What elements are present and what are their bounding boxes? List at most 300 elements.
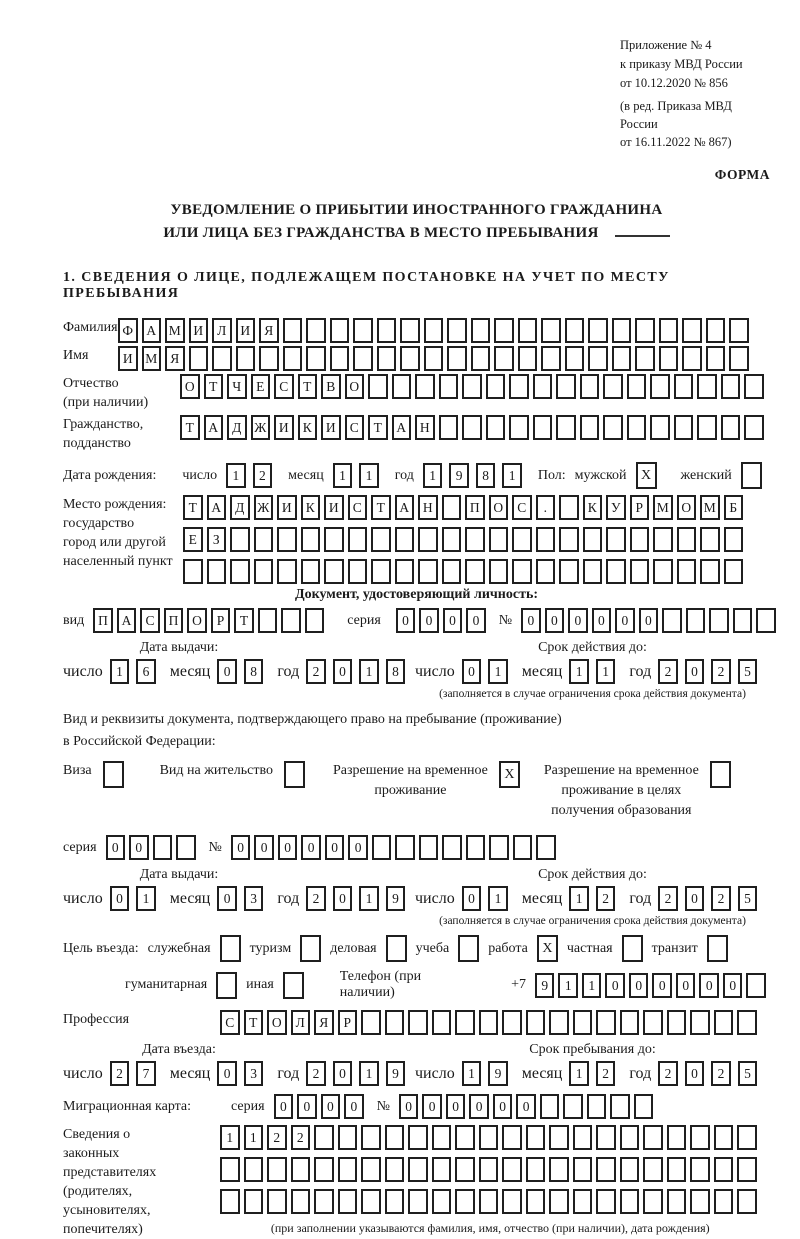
form-cell[interactable] bbox=[526, 1157, 546, 1182]
form-cell[interactable] bbox=[361, 1010, 381, 1035]
form-cell[interactable] bbox=[659, 346, 679, 371]
form-cell[interactable]: Т bbox=[371, 495, 391, 520]
visa-checkbox[interactable] bbox=[103, 761, 124, 788]
form-cell[interactable] bbox=[408, 1125, 428, 1150]
form-cell[interactable]: О bbox=[267, 1010, 287, 1035]
form-cell[interactable] bbox=[489, 559, 509, 584]
form-cell[interactable] bbox=[212, 346, 232, 371]
form-cell[interactable] bbox=[330, 318, 350, 343]
form-cell[interactable]: 0 bbox=[462, 659, 482, 684]
form-cell[interactable]: Т bbox=[183, 495, 203, 520]
form-cell[interactable] bbox=[709, 608, 729, 633]
form-cell[interactable] bbox=[643, 1157, 663, 1182]
form-cell[interactable] bbox=[674, 415, 694, 440]
form-cell[interactable]: 1 bbox=[582, 973, 602, 998]
form-cell[interactable] bbox=[455, 1010, 475, 1035]
form-cell[interactable]: 2 bbox=[267, 1125, 287, 1150]
form-cell[interactable]: 0 bbox=[685, 659, 705, 684]
form-cell[interactable] bbox=[432, 1157, 452, 1182]
form-cell[interactable] bbox=[479, 1189, 499, 1214]
form-cell[interactable]: 2 bbox=[658, 1061, 678, 1086]
form-cell[interactable]: П bbox=[93, 608, 113, 633]
form-cell[interactable] bbox=[729, 346, 749, 371]
form-cell[interactable] bbox=[424, 346, 444, 371]
form-cell[interactable]: Р bbox=[338, 1010, 358, 1035]
form-cell[interactable]: 9 bbox=[449, 463, 469, 488]
form-cell[interactable] bbox=[620, 1189, 640, 1214]
form-cell[interactable] bbox=[455, 1157, 475, 1182]
form-cell[interactable] bbox=[385, 1189, 405, 1214]
form-cell[interactable]: 1 bbox=[110, 659, 130, 684]
form-cell[interactable]: 1 bbox=[220, 1125, 240, 1150]
form-cell[interactable] bbox=[588, 346, 608, 371]
form-cell[interactable]: 6 bbox=[136, 659, 156, 684]
form-cell[interactable]: 8 bbox=[386, 659, 406, 684]
form-cell[interactable]: С bbox=[512, 495, 532, 520]
form-cell[interactable]: 1 bbox=[359, 886, 379, 911]
form-cell[interactable]: 0 bbox=[615, 608, 635, 633]
form-cell[interactable] bbox=[502, 1125, 522, 1150]
form-cell[interactable] bbox=[220, 1189, 240, 1214]
form-cell[interactable] bbox=[338, 1189, 358, 1214]
form-cell[interactable] bbox=[432, 1010, 452, 1035]
form-cell[interactable]: И bbox=[118, 346, 138, 371]
form-cell[interactable]: 1 bbox=[244, 1125, 264, 1150]
form-cell[interactable] bbox=[682, 318, 702, 343]
form-cell[interactable] bbox=[489, 835, 509, 860]
form-cell[interactable]: И bbox=[324, 495, 344, 520]
form-cell[interactable]: 1 bbox=[226, 463, 246, 488]
form-cell[interactable] bbox=[620, 1125, 640, 1150]
form-cell[interactable]: О bbox=[677, 495, 697, 520]
form-cell[interactable]: 0 bbox=[521, 608, 541, 633]
form-cell[interactable]: 0 bbox=[396, 608, 416, 633]
form-cell[interactable] bbox=[721, 374, 741, 399]
form-cell[interactable] bbox=[667, 1010, 687, 1035]
form-cell[interactable]: Т bbox=[204, 374, 224, 399]
form-cell[interactable] bbox=[400, 346, 420, 371]
form-cell[interactable] bbox=[361, 1157, 381, 1182]
form-cell[interactable]: 0 bbox=[301, 835, 321, 860]
form-cell[interactable] bbox=[415, 374, 435, 399]
form-cell[interactable] bbox=[559, 527, 579, 552]
form-cell[interactable] bbox=[549, 1125, 569, 1150]
form-cell[interactable] bbox=[442, 495, 462, 520]
form-cell[interactable]: 0 bbox=[217, 886, 237, 911]
form-cell[interactable] bbox=[526, 1125, 546, 1150]
form-cell[interactable] bbox=[583, 559, 603, 584]
purpose-study-checkbox[interactable] bbox=[458, 935, 479, 962]
form-cell[interactable]: 2 bbox=[291, 1125, 311, 1150]
form-cell[interactable] bbox=[244, 1189, 264, 1214]
form-cell[interactable] bbox=[442, 835, 462, 860]
form-cell[interactable] bbox=[620, 1010, 640, 1035]
form-cell[interactable]: 1 bbox=[359, 1061, 379, 1086]
form-cell[interactable] bbox=[714, 1010, 734, 1035]
form-cell[interactable]: З bbox=[207, 527, 227, 552]
temp-residence-checkbox[interactable]: X bbox=[499, 761, 520, 788]
form-cell[interactable]: 0 bbox=[217, 659, 237, 684]
form-cell[interactable] bbox=[395, 527, 415, 552]
form-cell[interactable] bbox=[432, 1125, 452, 1150]
form-cell[interactable]: 7 bbox=[136, 1061, 156, 1086]
form-cell[interactable] bbox=[291, 1189, 311, 1214]
form-cell[interactable] bbox=[471, 346, 491, 371]
form-cell[interactable]: С bbox=[274, 374, 294, 399]
form-cell[interactable]: 1 bbox=[488, 886, 508, 911]
form-cell[interactable]: М bbox=[165, 318, 185, 343]
form-cell[interactable]: 0 bbox=[321, 1094, 341, 1119]
form-cell[interactable] bbox=[667, 1189, 687, 1214]
form-cell[interactable]: 0 bbox=[639, 608, 659, 633]
form-cell[interactable]: И bbox=[189, 318, 209, 343]
form-cell[interactable] bbox=[512, 527, 532, 552]
purpose-work-checkbox[interactable]: X bbox=[537, 935, 558, 962]
form-cell[interactable] bbox=[385, 1157, 405, 1182]
form-cell[interactable]: 0 bbox=[333, 659, 353, 684]
form-cell[interactable] bbox=[502, 1010, 522, 1035]
form-cell[interactable] bbox=[721, 415, 741, 440]
form-cell[interactable] bbox=[674, 374, 694, 399]
form-cell[interactable] bbox=[724, 527, 744, 552]
form-cell[interactable] bbox=[573, 1125, 593, 1150]
form-cell[interactable] bbox=[573, 1189, 593, 1214]
form-cell[interactable] bbox=[744, 374, 764, 399]
form-cell[interactable] bbox=[348, 559, 368, 584]
form-cell[interactable] bbox=[650, 374, 670, 399]
form-cell[interactable] bbox=[462, 415, 482, 440]
form-cell[interactable]: . bbox=[536, 495, 556, 520]
form-cell[interactable]: У bbox=[606, 495, 626, 520]
form-cell[interactable]: Ж bbox=[254, 495, 274, 520]
purpose-official-checkbox[interactable] bbox=[220, 935, 241, 962]
form-cell[interactable]: И bbox=[277, 495, 297, 520]
form-cell[interactable] bbox=[533, 374, 553, 399]
form-cell[interactable]: О bbox=[187, 608, 207, 633]
form-cell[interactable] bbox=[230, 527, 250, 552]
form-cell[interactable] bbox=[494, 346, 514, 371]
form-cell[interactable] bbox=[541, 346, 561, 371]
form-cell[interactable]: 9 bbox=[386, 886, 406, 911]
form-cell[interactable]: 0 bbox=[297, 1094, 317, 1119]
form-cell[interactable] bbox=[447, 318, 467, 343]
form-cell[interactable] bbox=[281, 608, 301, 633]
form-cell[interactable]: Б bbox=[724, 495, 744, 520]
form-cell[interactable]: 0 bbox=[348, 835, 368, 860]
form-cell[interactable] bbox=[314, 1157, 334, 1182]
form-cell[interactable] bbox=[348, 527, 368, 552]
form-cell[interactable]: 0 bbox=[629, 973, 649, 998]
form-cell[interactable]: 0 bbox=[446, 1094, 466, 1119]
form-cell[interactable] bbox=[486, 415, 506, 440]
form-cell[interactable] bbox=[442, 559, 462, 584]
form-cell[interactable]: 1 bbox=[333, 463, 353, 488]
form-cell[interactable]: К bbox=[583, 495, 603, 520]
form-cell[interactable] bbox=[573, 1010, 593, 1035]
form-cell[interactable] bbox=[479, 1010, 499, 1035]
form-cell[interactable] bbox=[536, 527, 556, 552]
form-cell[interactable] bbox=[737, 1010, 757, 1035]
form-cell[interactable] bbox=[259, 346, 279, 371]
form-cell[interactable] bbox=[267, 1157, 287, 1182]
form-cell[interactable]: 0 bbox=[422, 1094, 442, 1119]
form-cell[interactable]: 2 bbox=[306, 886, 326, 911]
form-cell[interactable] bbox=[368, 374, 388, 399]
form-cell[interactable]: 0 bbox=[516, 1094, 536, 1119]
form-cell[interactable] bbox=[682, 346, 702, 371]
form-cell[interactable]: 8 bbox=[476, 463, 496, 488]
form-cell[interactable]: 1 bbox=[569, 1061, 589, 1086]
form-cell[interactable]: Т bbox=[244, 1010, 264, 1035]
form-cell[interactable]: 2 bbox=[306, 1061, 326, 1086]
form-cell[interactable]: В bbox=[321, 374, 341, 399]
form-cell[interactable] bbox=[653, 527, 673, 552]
form-cell[interactable]: О bbox=[489, 495, 509, 520]
sex-male-checkbox[interactable]: X bbox=[636, 462, 657, 489]
form-cell[interactable]: 0 bbox=[469, 1094, 489, 1119]
form-cell[interactable]: П bbox=[465, 495, 485, 520]
form-cell[interactable] bbox=[371, 527, 391, 552]
form-cell[interactable] bbox=[371, 559, 391, 584]
form-cell[interactable]: 0 bbox=[344, 1094, 364, 1119]
form-cell[interactable] bbox=[512, 559, 532, 584]
form-cell[interactable]: А bbox=[395, 495, 415, 520]
form-cell[interactable] bbox=[580, 415, 600, 440]
form-cell[interactable] bbox=[583, 527, 603, 552]
form-cell[interactable] bbox=[395, 835, 415, 860]
form-cell[interactable] bbox=[677, 559, 697, 584]
form-cell[interactable] bbox=[385, 1010, 405, 1035]
form-cell[interactable]: Я bbox=[259, 318, 279, 343]
form-cell[interactable]: 0 bbox=[274, 1094, 294, 1119]
form-cell[interactable] bbox=[267, 1189, 287, 1214]
form-cell[interactable]: О bbox=[180, 374, 200, 399]
form-cell[interactable] bbox=[756, 608, 776, 633]
form-cell[interactable] bbox=[455, 1125, 475, 1150]
form-cell[interactable] bbox=[686, 608, 706, 633]
form-cell[interactable]: А bbox=[204, 415, 224, 440]
form-cell[interactable] bbox=[236, 346, 256, 371]
form-cell[interactable]: К bbox=[301, 495, 321, 520]
form-cell[interactable] bbox=[439, 374, 459, 399]
form-cell[interactable] bbox=[556, 415, 576, 440]
form-cell[interactable] bbox=[466, 835, 486, 860]
form-cell[interactable]: 0 bbox=[545, 608, 565, 633]
form-cell[interactable]: 5 bbox=[738, 659, 758, 684]
residence-permit-checkbox[interactable] bbox=[284, 761, 305, 788]
form-cell[interactable] bbox=[442, 527, 462, 552]
form-cell[interactable]: 0 bbox=[443, 608, 463, 633]
form-cell[interactable] bbox=[526, 1010, 546, 1035]
form-cell[interactable]: И bbox=[274, 415, 294, 440]
form-cell[interactable] bbox=[588, 318, 608, 343]
form-cell[interactable]: 0 bbox=[605, 973, 625, 998]
form-cell[interactable]: С bbox=[220, 1010, 240, 1035]
form-cell[interactable] bbox=[400, 318, 420, 343]
form-cell[interactable] bbox=[596, 1157, 616, 1182]
form-cell[interactable] bbox=[489, 527, 509, 552]
form-cell[interactable]: 0 bbox=[419, 608, 439, 633]
form-cell[interactable] bbox=[643, 1125, 663, 1150]
form-cell[interactable] bbox=[361, 1189, 381, 1214]
form-cell[interactable]: Д bbox=[230, 495, 250, 520]
form-cell[interactable] bbox=[596, 1189, 616, 1214]
form-cell[interactable] bbox=[714, 1125, 734, 1150]
form-cell[interactable]: Е bbox=[251, 374, 271, 399]
form-cell[interactable] bbox=[630, 527, 650, 552]
form-cell[interactable]: 2 bbox=[253, 463, 273, 488]
form-cell[interactable]: 2 bbox=[658, 886, 678, 911]
form-cell[interactable]: 2 bbox=[110, 1061, 130, 1086]
form-cell[interactable] bbox=[283, 318, 303, 343]
form-cell[interactable] bbox=[301, 559, 321, 584]
form-cell[interactable] bbox=[733, 608, 753, 633]
form-cell[interactable] bbox=[502, 1157, 522, 1182]
form-cell[interactable]: Н bbox=[415, 415, 435, 440]
form-cell[interactable] bbox=[509, 374, 529, 399]
form-cell[interactable]: Л bbox=[212, 318, 232, 343]
form-cell[interactable] bbox=[258, 608, 278, 633]
form-cell[interactable] bbox=[408, 1189, 428, 1214]
form-cell[interactable] bbox=[627, 415, 647, 440]
form-cell[interactable]: 1 bbox=[502, 463, 522, 488]
form-cell[interactable] bbox=[462, 374, 482, 399]
form-cell[interactable]: 3 bbox=[244, 1061, 264, 1086]
form-cell[interactable] bbox=[254, 559, 274, 584]
form-cell[interactable] bbox=[556, 374, 576, 399]
form-cell[interactable] bbox=[536, 559, 556, 584]
form-cell[interactable]: К bbox=[298, 415, 318, 440]
form-cell[interactable]: 1 bbox=[558, 973, 578, 998]
form-cell[interactable]: 1 bbox=[569, 659, 589, 684]
form-cell[interactable]: С bbox=[348, 495, 368, 520]
form-cell[interactable]: 0 bbox=[652, 973, 672, 998]
form-cell[interactable] bbox=[697, 415, 717, 440]
form-cell[interactable] bbox=[353, 318, 373, 343]
form-cell[interactable]: 5 bbox=[738, 886, 758, 911]
form-cell[interactable] bbox=[610, 1094, 630, 1119]
form-cell[interactable] bbox=[518, 346, 538, 371]
form-cell[interactable]: 1 bbox=[359, 659, 379, 684]
form-cell[interactable]: Р bbox=[630, 495, 650, 520]
purpose-business-checkbox[interactable] bbox=[386, 935, 407, 962]
form-cell[interactable]: А bbox=[207, 495, 227, 520]
form-cell[interactable] bbox=[385, 1125, 405, 1150]
form-cell[interactable] bbox=[502, 1189, 522, 1214]
form-cell[interactable] bbox=[540, 1094, 560, 1119]
form-cell[interactable]: М bbox=[700, 495, 720, 520]
form-cell[interactable] bbox=[526, 1189, 546, 1214]
form-cell[interactable] bbox=[650, 415, 670, 440]
form-cell[interactable]: Р bbox=[211, 608, 231, 633]
form-cell[interactable]: 0 bbox=[231, 835, 251, 860]
form-cell[interactable]: 2 bbox=[711, 1061, 731, 1086]
form-cell[interactable]: 0 bbox=[676, 973, 696, 998]
form-cell[interactable] bbox=[620, 1157, 640, 1182]
form-cell[interactable] bbox=[700, 559, 720, 584]
form-cell[interactable]: А bbox=[392, 415, 412, 440]
form-cell[interactable] bbox=[706, 318, 726, 343]
form-cell[interactable]: 0 bbox=[462, 886, 482, 911]
form-cell[interactable]: С bbox=[345, 415, 365, 440]
form-cell[interactable] bbox=[596, 1010, 616, 1035]
form-cell[interactable]: 0 bbox=[129, 835, 149, 860]
form-cell[interactable] bbox=[408, 1157, 428, 1182]
form-cell[interactable] bbox=[690, 1125, 710, 1150]
form-cell[interactable]: А bbox=[117, 608, 137, 633]
form-cell[interactable] bbox=[283, 346, 303, 371]
form-cell[interactable]: Ч bbox=[227, 374, 247, 399]
form-cell[interactable] bbox=[207, 559, 227, 584]
form-cell[interactable]: 8 bbox=[244, 659, 264, 684]
form-cell[interactable] bbox=[314, 1125, 334, 1150]
form-cell[interactable] bbox=[189, 346, 209, 371]
form-cell[interactable]: 2 bbox=[306, 659, 326, 684]
form-cell[interactable]: М bbox=[142, 346, 162, 371]
form-cell[interactable] bbox=[338, 1125, 358, 1150]
form-cell[interactable]: 2 bbox=[711, 659, 731, 684]
form-cell[interactable]: Ф bbox=[118, 318, 138, 343]
form-cell[interactable] bbox=[465, 559, 485, 584]
form-cell[interactable]: И bbox=[236, 318, 256, 343]
form-cell[interactable] bbox=[338, 1157, 358, 1182]
form-cell[interactable] bbox=[220, 1157, 240, 1182]
form-cell[interactable] bbox=[573, 1157, 593, 1182]
form-cell[interactable]: Д bbox=[227, 415, 247, 440]
form-cell[interactable]: 1 bbox=[488, 659, 508, 684]
form-cell[interactable] bbox=[714, 1189, 734, 1214]
purpose-other-checkbox[interactable] bbox=[283, 972, 304, 999]
form-cell[interactable]: 0 bbox=[685, 886, 705, 911]
purpose-humanitarian-checkbox[interactable] bbox=[216, 972, 237, 999]
form-cell[interactable] bbox=[737, 1157, 757, 1182]
form-cell[interactable]: 1 bbox=[136, 886, 156, 911]
form-cell[interactable]: 0 bbox=[106, 835, 126, 860]
form-cell[interactable]: Т bbox=[234, 608, 254, 633]
form-cell[interactable] bbox=[653, 559, 673, 584]
form-cell[interactable] bbox=[509, 415, 529, 440]
form-cell[interactable]: 0 bbox=[333, 1061, 353, 1086]
form-cell[interactable]: П bbox=[164, 608, 184, 633]
form-cell[interactable] bbox=[606, 527, 626, 552]
form-cell[interactable] bbox=[549, 1189, 569, 1214]
form-cell[interactable]: Л bbox=[291, 1010, 311, 1035]
form-cell[interactable] bbox=[635, 346, 655, 371]
form-cell[interactable]: А bbox=[142, 318, 162, 343]
form-cell[interactable]: Т bbox=[368, 415, 388, 440]
form-cell[interactable] bbox=[455, 1189, 475, 1214]
form-cell[interactable]: 1 bbox=[462, 1061, 482, 1086]
form-cell[interactable]: 2 bbox=[658, 659, 678, 684]
form-cell[interactable] bbox=[737, 1125, 757, 1150]
form-cell[interactable]: 0 bbox=[278, 835, 298, 860]
form-cell[interactable]: Я bbox=[165, 346, 185, 371]
form-cell[interactable] bbox=[513, 835, 533, 860]
form-cell[interactable] bbox=[424, 318, 444, 343]
form-cell[interactable] bbox=[533, 415, 553, 440]
form-cell[interactable] bbox=[291, 1157, 311, 1182]
form-cell[interactable]: 0 bbox=[254, 835, 274, 860]
form-cell[interactable] bbox=[677, 527, 697, 552]
form-cell[interactable] bbox=[361, 1125, 381, 1150]
form-cell[interactable] bbox=[565, 318, 585, 343]
form-cell[interactable] bbox=[254, 527, 274, 552]
form-cell[interactable] bbox=[301, 527, 321, 552]
form-cell[interactable] bbox=[706, 346, 726, 371]
form-cell[interactable] bbox=[176, 835, 196, 860]
form-cell[interactable]: 0 bbox=[493, 1094, 513, 1119]
form-cell[interactable] bbox=[587, 1094, 607, 1119]
